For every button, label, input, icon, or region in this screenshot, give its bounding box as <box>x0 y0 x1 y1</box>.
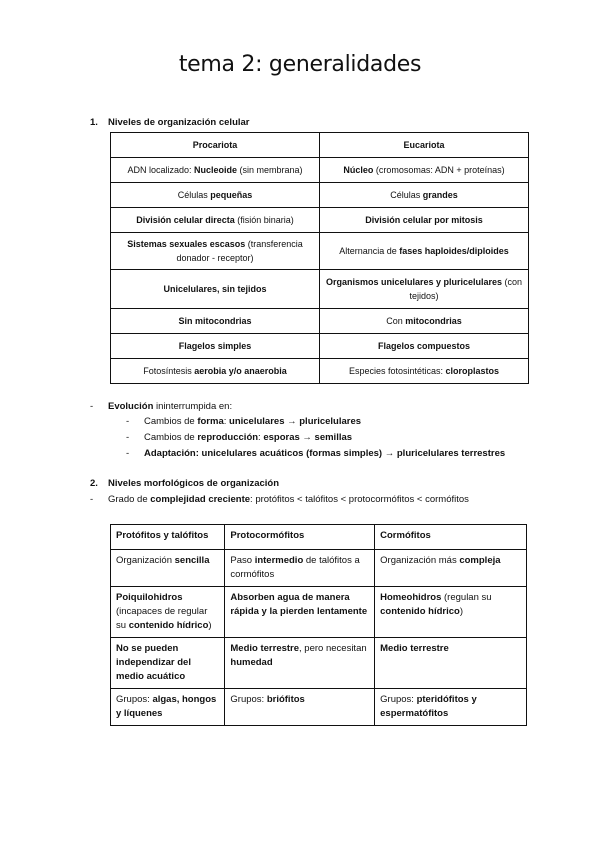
bold-text: unicelulares → pluricelulares <box>229 416 362 427</box>
bold-text: Flagelos compuestos <box>377 341 471 351</box>
table-cell <box>320 233 529 270</box>
bold-text: humedad <box>230 657 273 668</box>
text: Grupos: <box>230 694 267 705</box>
list-item <box>126 431 505 444</box>
bold-text: mitocondrias <box>405 316 462 326</box>
bold-text: Absorben agua de manera rápida y la pierden lentamente <box>230 592 368 617</box>
text: Células <box>177 190 211 200</box>
bold-text: División celular por mitosis <box>365 215 483 225</box>
table-cell <box>375 587 527 638</box>
bold-text: Sin mitocondrias <box>178 316 252 326</box>
table-cell <box>111 334 320 359</box>
bold-text: Organismos unicelulares y pluricelulares <box>325 277 503 287</box>
cell-organization-table <box>110 132 529 384</box>
header-protofitos: Protófitos y talófitos <box>111 525 225 550</box>
morphology-table <box>110 524 527 726</box>
text: (incapaces de regular su <box>116 606 208 631</box>
table-cell <box>111 689 225 726</box>
text: Alternancia de <box>339 246 400 256</box>
table-cell <box>375 638 527 689</box>
table-cell <box>225 638 375 689</box>
text: Cambios de <box>144 432 198 443</box>
section-2-heading <box>90 478 279 489</box>
complexity-grade-line <box>90 494 469 505</box>
header-cormofitos: Cormófitos <box>375 525 527 550</box>
bold-text: briófitos <box>266 694 305 705</box>
text: : <box>223 416 230 427</box>
text: Paso <box>230 555 255 566</box>
header-procariota: Procariota <box>111 133 320 158</box>
text: (sin membrana) <box>237 165 303 175</box>
bold-text: reproducción <box>197 432 259 443</box>
text: ADN localizado: <box>127 165 194 175</box>
text: Fotosíntesis <box>143 366 195 376</box>
list-item-text <box>144 432 352 443</box>
table-cell <box>320 309 529 334</box>
bullet-dash: - <box>90 494 94 505</box>
section-1-heading <box>90 117 250 128</box>
bold-text: sencilla <box>174 555 210 566</box>
table-cell <box>225 689 375 726</box>
table-cell <box>111 158 320 183</box>
table-row <box>111 587 527 638</box>
table-header-row <box>111 525 527 550</box>
bold-text: Sistemas sexuales escasos <box>127 239 246 249</box>
table-cell <box>111 233 320 270</box>
list-item <box>126 415 505 428</box>
text: Células <box>390 190 423 200</box>
text: (fisión binaria) <box>234 215 294 225</box>
text: Organización más <box>380 555 460 566</box>
bold-text: Núcleo <box>343 165 374 175</box>
evolution-label: Evolución <box>108 401 154 412</box>
text: ) <box>208 620 212 631</box>
bold-text: complejidad creciente <box>150 494 251 505</box>
section-1-number: 1. <box>90 117 98 128</box>
bold-text: Homeohidros <box>380 592 442 603</box>
table-cell <box>375 550 527 587</box>
table-cell <box>111 359 320 384</box>
table-cell <box>320 208 529 233</box>
table-cell <box>320 359 529 384</box>
bold-text: compleja <box>459 555 501 566</box>
table-row <box>111 208 529 233</box>
table-cell <box>375 689 527 726</box>
page-title: tema 2: generalidades <box>178 52 422 77</box>
text: Especies fotosintéticas: <box>348 366 446 376</box>
complexity-grade-text <box>108 494 469 505</box>
table-row <box>111 309 529 334</box>
table-cell <box>320 183 529 208</box>
bold-text: aerobia y/o anaerobia <box>194 366 287 376</box>
bold-text: Unicelulares, sin tejidos <box>163 284 267 294</box>
bold-text: División celular directa <box>136 215 235 225</box>
table-row <box>111 183 529 208</box>
evolution-label-rest: ininterrumpida en: <box>153 401 233 412</box>
text: ) <box>459 606 464 617</box>
header-eucariota: Eucariota <box>320 133 529 158</box>
table-header-row <box>111 133 529 158</box>
table-cell <box>111 638 225 689</box>
text: (con tejidos) <box>409 277 523 301</box>
table-row <box>111 689 527 726</box>
text: : <box>258 432 264 443</box>
text: Organización <box>116 555 175 566</box>
bold-text: intermedio <box>254 555 304 566</box>
bold-text: Medio terrestre <box>230 643 300 654</box>
text: Grupos: <box>116 694 153 705</box>
evolution-heading <box>90 401 505 412</box>
bold-text: Medio terrestre <box>380 643 449 654</box>
bold-text: contenido hídrico <box>128 620 209 631</box>
table-cell <box>111 309 320 334</box>
bullet-dash: - <box>126 416 130 427</box>
text: (cromosomas: ADN + proteínas) <box>373 165 505 175</box>
table-cell <box>225 550 375 587</box>
bold-text: contenido hídrico <box>380 606 460 617</box>
table-cell <box>320 334 529 359</box>
section-2-title: Niveles morfológicos de organización <box>108 478 280 489</box>
section-2-number: 2. <box>90 478 98 489</box>
bold-text: Poiquilohidros <box>116 592 183 603</box>
table-row <box>111 270 529 309</box>
bold-text: pequeñas <box>210 190 253 200</box>
text: Grupos: <box>380 694 417 705</box>
table-row <box>111 638 527 689</box>
list-item-text <box>144 448 505 459</box>
table-cell <box>111 550 225 587</box>
table-cell <box>111 270 320 309</box>
text: Con <box>386 316 406 326</box>
bold-text: cloroplastos <box>445 366 500 376</box>
table-row <box>111 233 529 270</box>
bold-text: Adaptación: unicelulares acuáticos (formas simples) → pluricelulares terrestres <box>144 448 506 459</box>
list-item-text <box>144 416 361 427</box>
bullet-dash: - <box>126 448 130 459</box>
text: (transferencia donador - receptor) <box>176 239 303 263</box>
table-cell <box>111 183 320 208</box>
bold-text: fases haploides/diploides <box>399 246 509 256</box>
bold-text: esporas → semillas <box>263 432 353 443</box>
table-cell <box>320 270 529 309</box>
evolution-section <box>90 401 505 463</box>
bold-text: grandes <box>422 190 458 200</box>
text: , pero necesitan <box>299 643 367 654</box>
table-cell <box>225 587 375 638</box>
bold-text: pteridófitos y espermatófitos <box>380 694 477 719</box>
bold-text: forma <box>197 416 224 427</box>
bullet-dash: - <box>126 432 130 443</box>
text: de talófitos a cormófitos <box>230 555 360 580</box>
list-item <box>126 447 505 460</box>
evolution-list <box>90 415 505 460</box>
text: (regulan su <box>441 592 492 603</box>
bold-text: No se pueden independizar del medio acuático <box>116 643 191 682</box>
section-1-title: Niveles de organización celular <box>108 117 250 128</box>
bullet-dash: - <box>90 401 94 412</box>
table-row <box>111 359 529 384</box>
bold-text: Nucleoide <box>193 165 237 175</box>
table-cell <box>111 208 320 233</box>
table-row <box>111 158 529 183</box>
table-cell <box>111 587 225 638</box>
table-row <box>111 550 527 587</box>
text: : protófitos < talófitos < protocormófitos < cormófitos <box>250 494 469 505</box>
table-cell <box>320 158 529 183</box>
bold-text: algas, hongos y líquenes <box>116 694 217 719</box>
table-row <box>111 334 529 359</box>
bold-text: Flagelos simples <box>178 341 252 351</box>
text: Grado de <box>108 494 151 505</box>
text: Cambios de <box>144 416 198 427</box>
header-protocormofitos: Protocormófitos <box>225 525 375 550</box>
